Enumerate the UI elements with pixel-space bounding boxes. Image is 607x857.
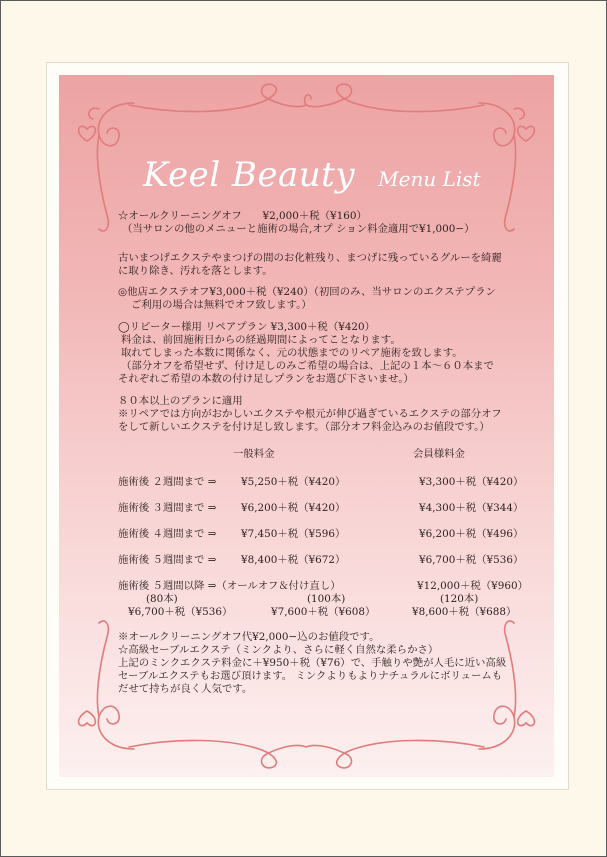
price-100: ¥7,600＋税（¥608） <box>271 606 376 618</box>
text-line: ◎他店エクステオフ¥3,000＋税（¥240）（初回のみ、当サロンのエクステプラン <box>118 286 496 298</box>
text-line: それぞれご希望の本数の付け足しプランをお選び下さいませ。） <box>118 373 414 385</box>
text-line: 取れてしまった本数に関係なく、元の状態までのリペア施術を致します。 <box>121 347 463 359</box>
row-label: 施術後 ３週間まで ⇒ <box>118 502 217 514</box>
count-100: (100本) <box>307 593 346 605</box>
price-120: ¥8,600＋税（¥688） <box>412 606 517 618</box>
text-line: （部分オフを希望せず、付け足しのみご希望の場合は、上記の１本〜６０本まで <box>121 360 494 372</box>
row-label: 施術後 ５週間以降 ⇒（オールオフ＆付け直し） <box>118 580 341 592</box>
row-member: ¥6,700＋税（¥536） <box>419 554 524 566</box>
text-line: 古いまつげエクステやまつげの間のお化粧残り、まつげに残っているグルーを綺麗 <box>118 252 502 264</box>
text-line: ８０本以上のプランに適用 <box>118 395 243 407</box>
menu-card <box>59 75 554 777</box>
count-80: (80本) <box>146 593 178 605</box>
menu-title <box>143 155 481 195</box>
row-general: ¥5,250＋税（¥420） <box>241 476 346 488</box>
footer-line: ☆高級セーブルエクステ（ミンクより、さらに軽く自然な柔らかさ） <box>118 644 439 656</box>
header-member: 会員様料金 <box>413 448 465 460</box>
text-line: 料金は、前回施術日からの経過期間によってことなります。 <box>121 334 401 346</box>
row-label: 施術後 ４週間まで ⇒ <box>118 528 217 540</box>
row-member: ¥3,300＋税（¥420） <box>419 476 524 488</box>
text-line: ◯リピーター様用 リペアプラン ¥3,300＋税（¥420） <box>118 321 376 333</box>
text-line: ※リペアでは方向がおかしいエクステや根元が伸び過ぎているエクステの部分オフ <box>118 408 502 420</box>
title-main: Keel Beauty <box>143 155 356 195</box>
title-sub: Menu List <box>378 167 481 191</box>
price-80: ¥6,700＋税（¥536） <box>128 606 233 618</box>
text-line: （当サロンの他のメニューと施術の場合,オプ ション料金適用で¥1,000−） <box>122 223 475 235</box>
row-label: 施術後 ５週間まで ⇒ <box>118 554 217 566</box>
row-general: ¥6,200＋税（¥420） <box>241 502 346 514</box>
text-line: ご利用の場合は無料でオフ致します。） <box>131 299 312 311</box>
text-line: をして新しいエクステを付け足し致します。（部分オフ料金込みのお値段です。） <box>118 421 490 433</box>
footer-line: ※オールクリーニングオフ代¥2,000−込のお値段です。 <box>118 631 380 643</box>
row-general: ¥7,450＋税（¥596） <box>241 528 346 540</box>
text-line: に取り除き、汚れを落とします。 <box>118 265 273 277</box>
count-120: (120本) <box>440 593 479 605</box>
footer-line: セーブルエクステもお選び頂けます。 ミンクよりもよりナチュラルにボリュームも <box>118 670 503 682</box>
row-label: 施術後 ２週間まで ⇒ <box>118 476 217 488</box>
footer-line: 上記のミンクエクステ料金に＋¥950＋税（¥76）で、手触りや艶が人毛に近い高級 <box>118 657 507 669</box>
row-general: ¥8,400＋税（¥672） <box>241 554 346 566</box>
row-member: ¥4,300＋税（¥344） <box>419 502 524 514</box>
row-member: ¥12,000＋税（¥960） <box>417 580 528 592</box>
text-line: ☆オールクリーニングオフ ¥2,000＋税（¥160） <box>118 210 367 222</box>
row-member: ¥6,200＋税（¥496） <box>419 528 524 540</box>
footer-line: だせて持ちが良く人気です。 <box>118 683 253 695</box>
header-general: 一般料金 <box>233 448 275 460</box>
